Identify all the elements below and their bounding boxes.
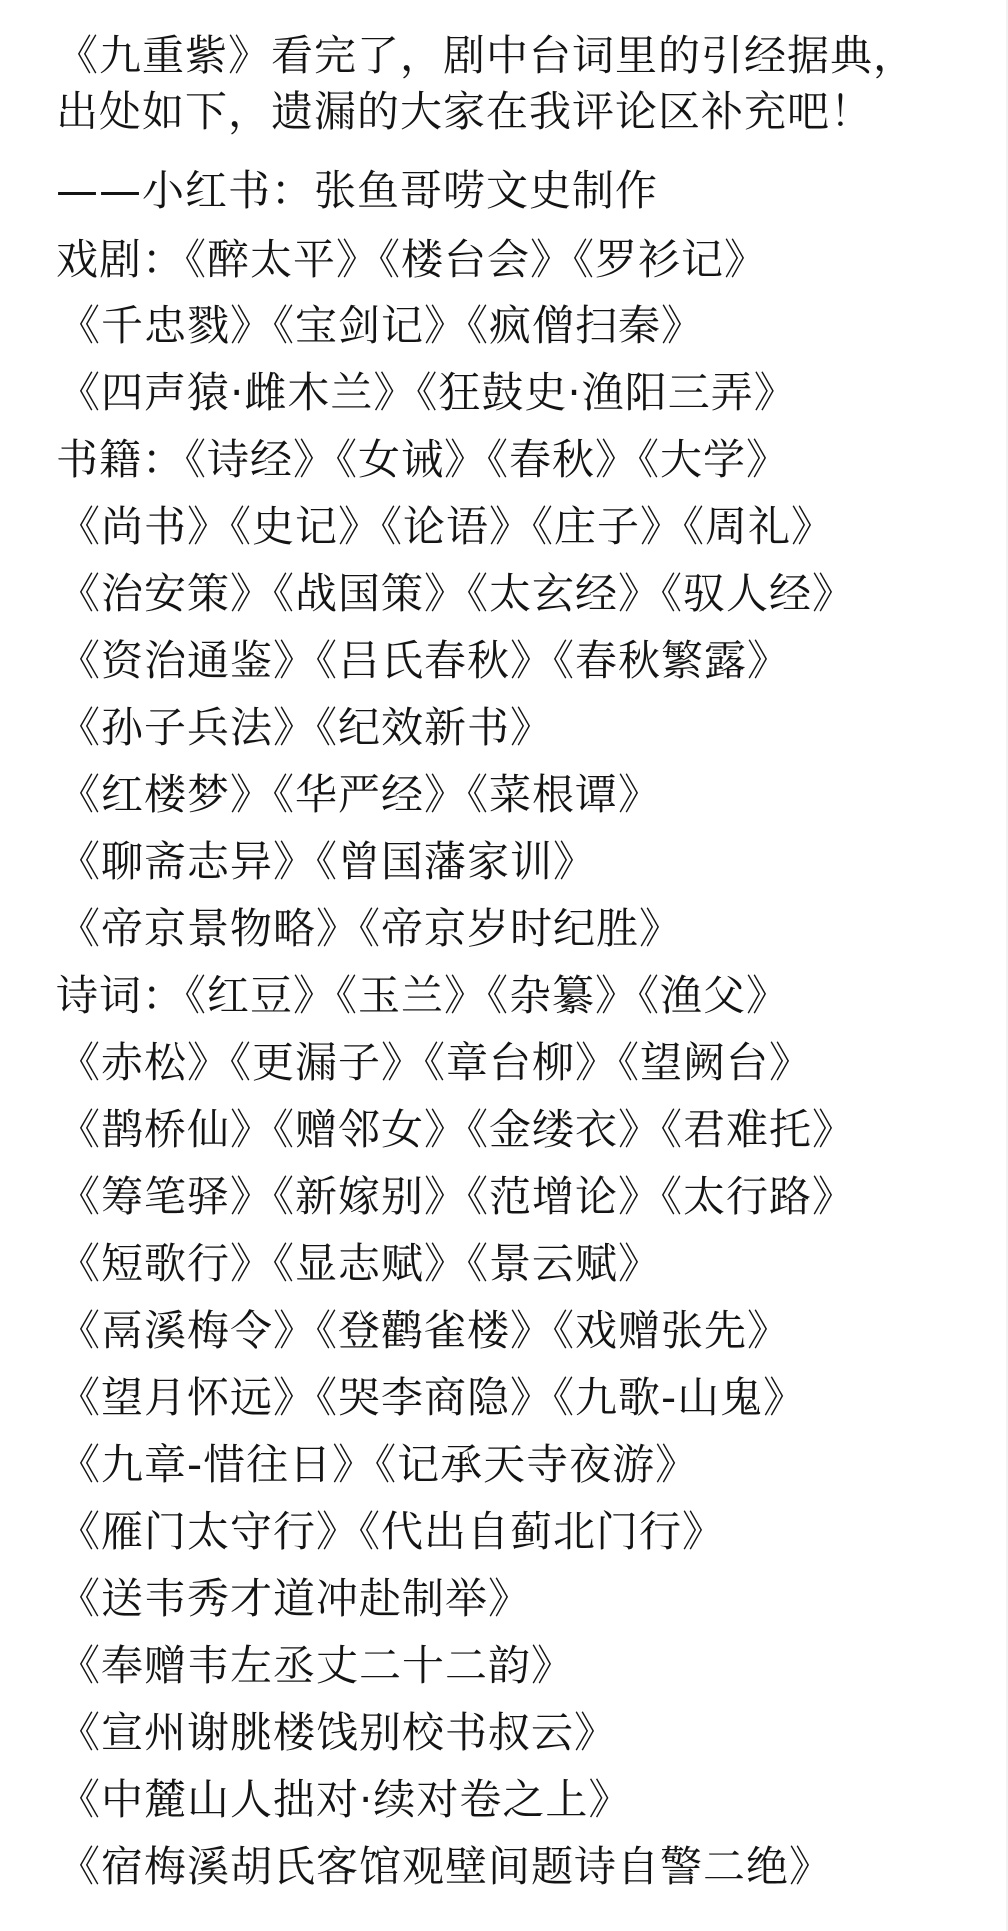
intro-line-1: 《九重紫》看完了，剧中台词里的引经据典，: [56, 31, 917, 80]
poems-line-9: 《雁门太守行》《代出自蓟北门行》: [58, 1507, 726, 1556]
credit-line: ——小红书：张鱼哥唠文史制作: [56, 166, 659, 215]
poems-line-12: 《宣州谢朓楼饯别校书叔云》: [58, 1708, 618, 1757]
poems-line-10: 《送韦秀才道冲赴制举》: [58, 1574, 532, 1623]
poems-line-14: 《宿梅溪胡氏客馆观壁间题诗自警二绝》: [58, 1842, 833, 1891]
poems-line-5: 《短歌行》《显志赋》《景云赋》: [58, 1239, 662, 1288]
poems-line-13: 《中麓山人拙对·续对卷之上》: [58, 1775, 632, 1824]
books-line-1: 书籍：《诗经》《女诫》《春秋》《大学》: [56, 435, 790, 484]
poems-line-11: 《奉赠韦左丞丈二十二韵》: [58, 1641, 575, 1690]
books-line-2: 《尚书》《史记》《论语》《庄子》《周礼》: [58, 502, 835, 551]
poems-line-4: 《筹笔驿》《新嫁别》《范增论》《太行路》: [58, 1172, 856, 1221]
poems-line-7: 《望月怀远》《哭李商隐》《九歌-山鬼》: [58, 1373, 807, 1422]
poems-line-8: 《九章-惜往日》《记承天寺夜游》: [58, 1440, 699, 1489]
books-line-8: 《帝京景物略》《帝京岁时纪胜》: [58, 904, 683, 953]
poems-line-3: 《鹊桥仙》《赠邻女》《金缕衣》《君难托》: [58, 1105, 856, 1154]
intro-line-2: 出处如下，遗漏的大家在我评论区补充吧！: [56, 87, 874, 136]
drama-line-3: 《四声猿·雌木兰》《狂鼓史·渔阳三弄》: [58, 368, 797, 417]
books-line-5: 《孙子兵法》《纪效新书》: [58, 703, 554, 752]
books-line-3: 《治安策》《战国策》《太玄经》《驭人经》: [58, 569, 856, 618]
poems-line-1: 诗词：《红豆》《玉兰》《杂纂》《渔父》: [56, 971, 790, 1020]
poems-line-6: 《鬲溪梅令》《登鹳雀楼》《戏赠张先》: [58, 1306, 791, 1355]
books-line-6: 《红楼梦》《华严经》《菜根谭》: [58, 770, 662, 819]
books-line-7: 《聊斋志异》《曾国藩家训》: [58, 837, 597, 886]
drama-line-1: 戏剧：《醉太平》《楼台会》《罗衫记》: [56, 235, 768, 284]
books-line-4: 《资治通鉴》《吕氏春秋》《春秋繁露》: [58, 636, 791, 685]
poems-line-2: 《赤松》《更漏子》《章台柳》《望阙台》: [58, 1038, 813, 1087]
drama-line-2: 《千忠戮》《宝剑记》《疯僧扫秦》: [58, 301, 705, 350]
